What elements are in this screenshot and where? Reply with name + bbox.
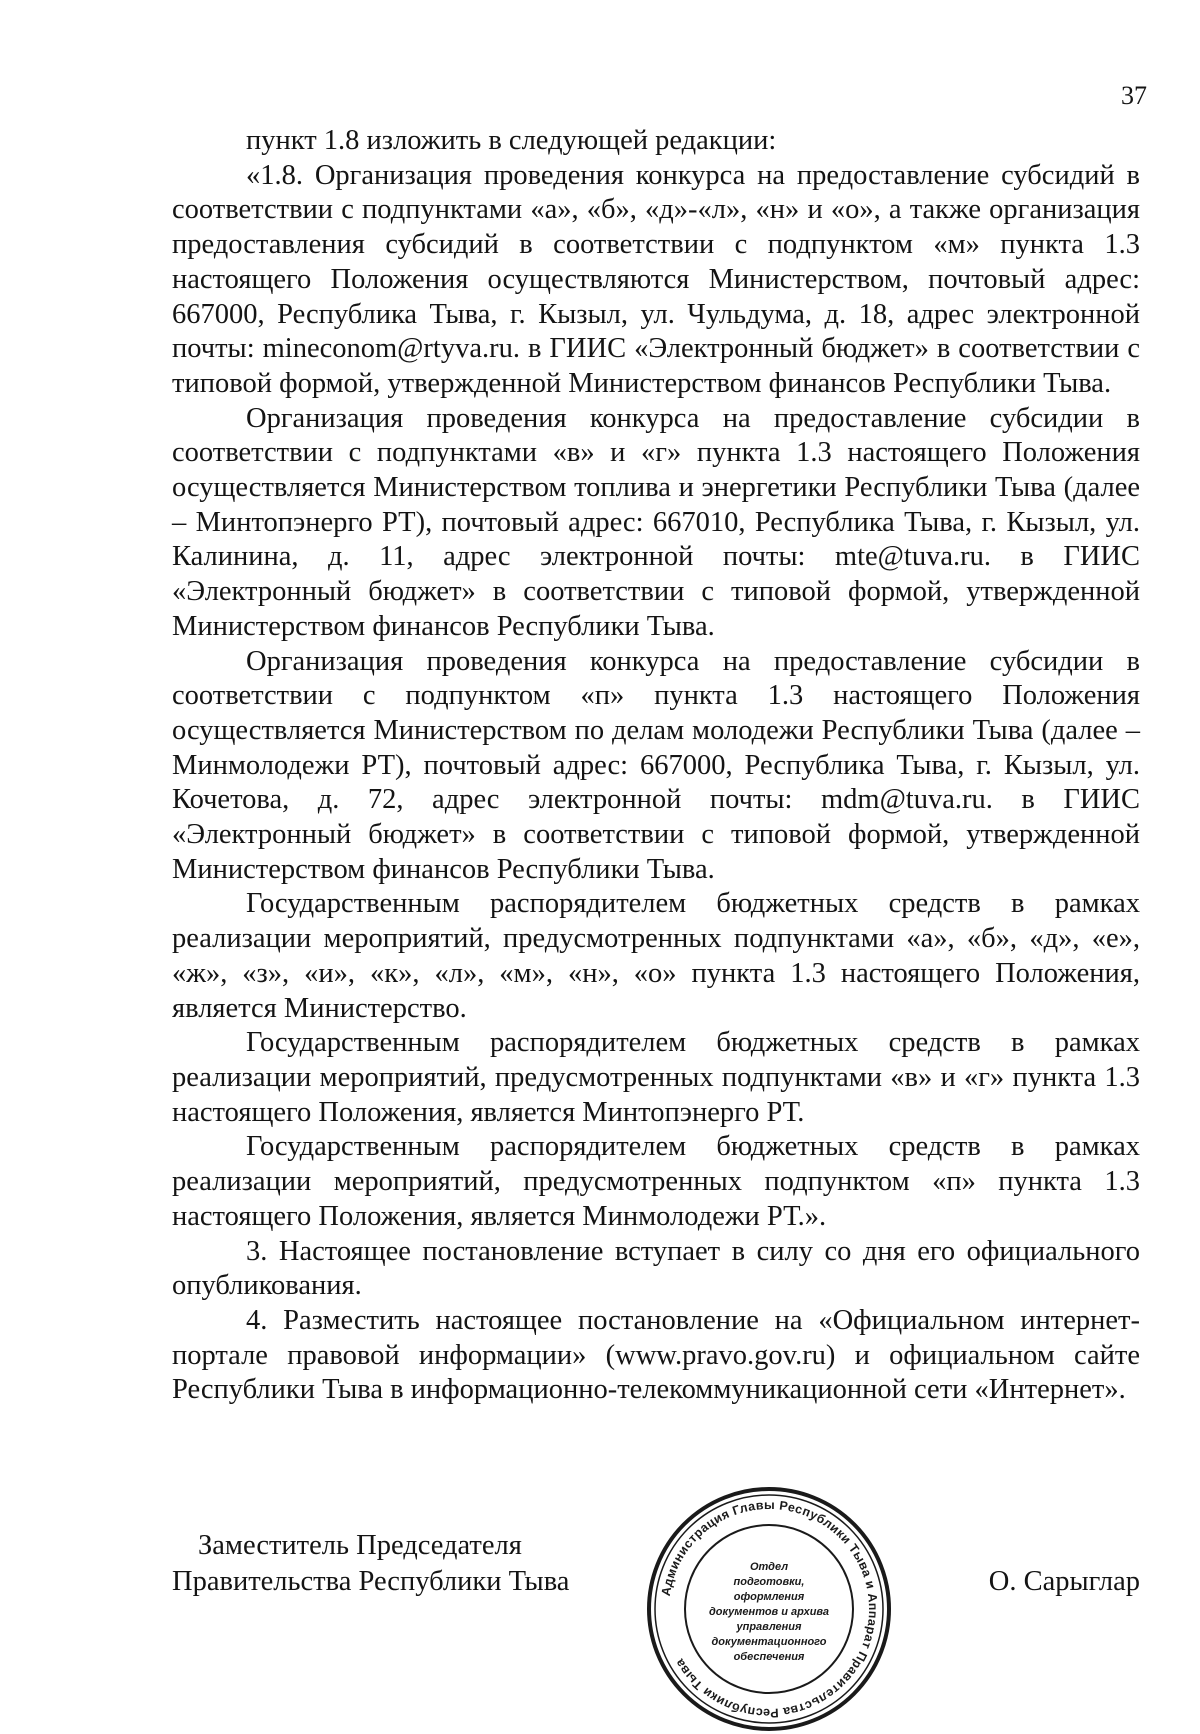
stamp-outer-text: Администрация Главы Республики Тыва и Аппарат Правительства Республики Тыва xyxy=(658,1497,881,1721)
signer-position xyxy=(172,1528,569,1600)
paragraph-mintopenergo-contest: Организация проведения конкурса на предоставление субсидии в соответствии с подпунктами «в» и «г» пункта 1.3 настоящего Положения осуществляется Министерством топлива и энергетики Республики Тыва (далее – Минтопэнерго РТ), почтовый адрес: 667010, Республика Тыва, г. Кызыл, ул. Калинина, д. 11, адрес электронной почты: mte@tuva.ru. в ГИИС «Электронный бюджет» в соответствии с типовой формой, утвержденной Министерством финансов Республики Тыва. xyxy=(172,402,1140,642)
signature-block xyxy=(172,1497,1140,1721)
paragraph-amendment-intro: пункт 1.8 изложить в следующей редакции: xyxy=(246,125,777,156)
paragraph-clause-1-8: «1.8. Организация проведения конкурса на предоставление субсидий в соответствии с подпунктами «а», «б», «д»-«л», «н» и «о», а также организация предоставления субсидий в соответствии с подпунктом «м» пункта 1.3 настоящего Положения осуществляются Министерством, почтовый адрес: 667000, Республика Тыва, г. Кызыл, ул. Чульдума, д. 18, адрес электронной почты: mineconom@rtyva.ru. в ГИИС «Электронный бюджет» в соответствии с типовой формой, утвержденной Министерством финансов Республики Тыва. xyxy=(172,159,1140,399)
paragraph-budget-manager-minmolodezhi: Государственным распорядителем бюджетных средств в рамках реализации мероприятий, предусмотренных подпунктом «п» пункта 1.3 настоящего Положения, является Минмолодежи РТ.». xyxy=(172,1131,1140,1232)
stamp-line-5: управления xyxy=(736,1621,802,1633)
paragraph-minmolodezhi-contest: Организация проведения конкурса на предоставление субсидии в соответствии с подпунктом «п» пункта 1.3 настоящего Положения осуществляется Министерством по делам молодежи Республики Тыва (далее – Минмолодежи РТ), почтовый адрес: 667000, Республика Тыва, г. Кызыл, ул. Кочетова, д. 72, адрес электронной почты: mdm@tuva.ru. в ГИИС «Электронный бюджет» в соответствии с типовой формой, утвержденной Министерством финансов Республики Тыва. xyxy=(172,645,1140,885)
paragraph-publication: 4. Разместить настоящее постановление на «Официальном интернет-портале правовой информации» (www.pravo.gov.ru) и официальном сайте Республики Тыва в информационно-телекоммуникационной сети «Интернет». xyxy=(172,1304,1140,1406)
paragraph-budget-manager-mintopenergo: Государственным распорядителем бюджетных средств в рамках реализации мероприятий, предусмотренных подпунктами «в» и «г» пункта 1.3 настоящего Положения, является Минтопэнерго РТ. xyxy=(172,1027,1140,1128)
paragraph-budget-manager-ministry: Государственным распорядителем бюджетных средств в рамках реализации мероприятий, предусмотренных подпунктами «а», «б», «д», «е», «ж», «з», «и», «к», «л», «м», «н», «о» пункта 1.3 настоящего Положения, является Министерство. xyxy=(172,888,1140,1024)
document-body xyxy=(172,124,1140,1408)
stamp-line-6: документационного xyxy=(711,1636,827,1648)
stamp-line-3: оформления xyxy=(733,1591,805,1603)
paragraph-effective-date: 3. Настоящее постановление вступает в силу со дня его официального опубликования. xyxy=(172,1235,1140,1302)
page-number: 37 xyxy=(1121,81,1147,110)
stamp-line-2: подготовки, xyxy=(733,1576,805,1588)
stamp-line-7: обеспечения xyxy=(733,1651,805,1663)
signer-name: О. Сарыглар xyxy=(988,1566,1140,1597)
stamp-line-4: документов и архива xyxy=(708,1606,830,1618)
stamp-line-1: Отдел xyxy=(749,1561,789,1573)
signer-position-line-1: Заместитель Председателя xyxy=(198,1530,522,1561)
signer-position-line-2: Правительства Республики Тыва xyxy=(172,1566,570,1597)
